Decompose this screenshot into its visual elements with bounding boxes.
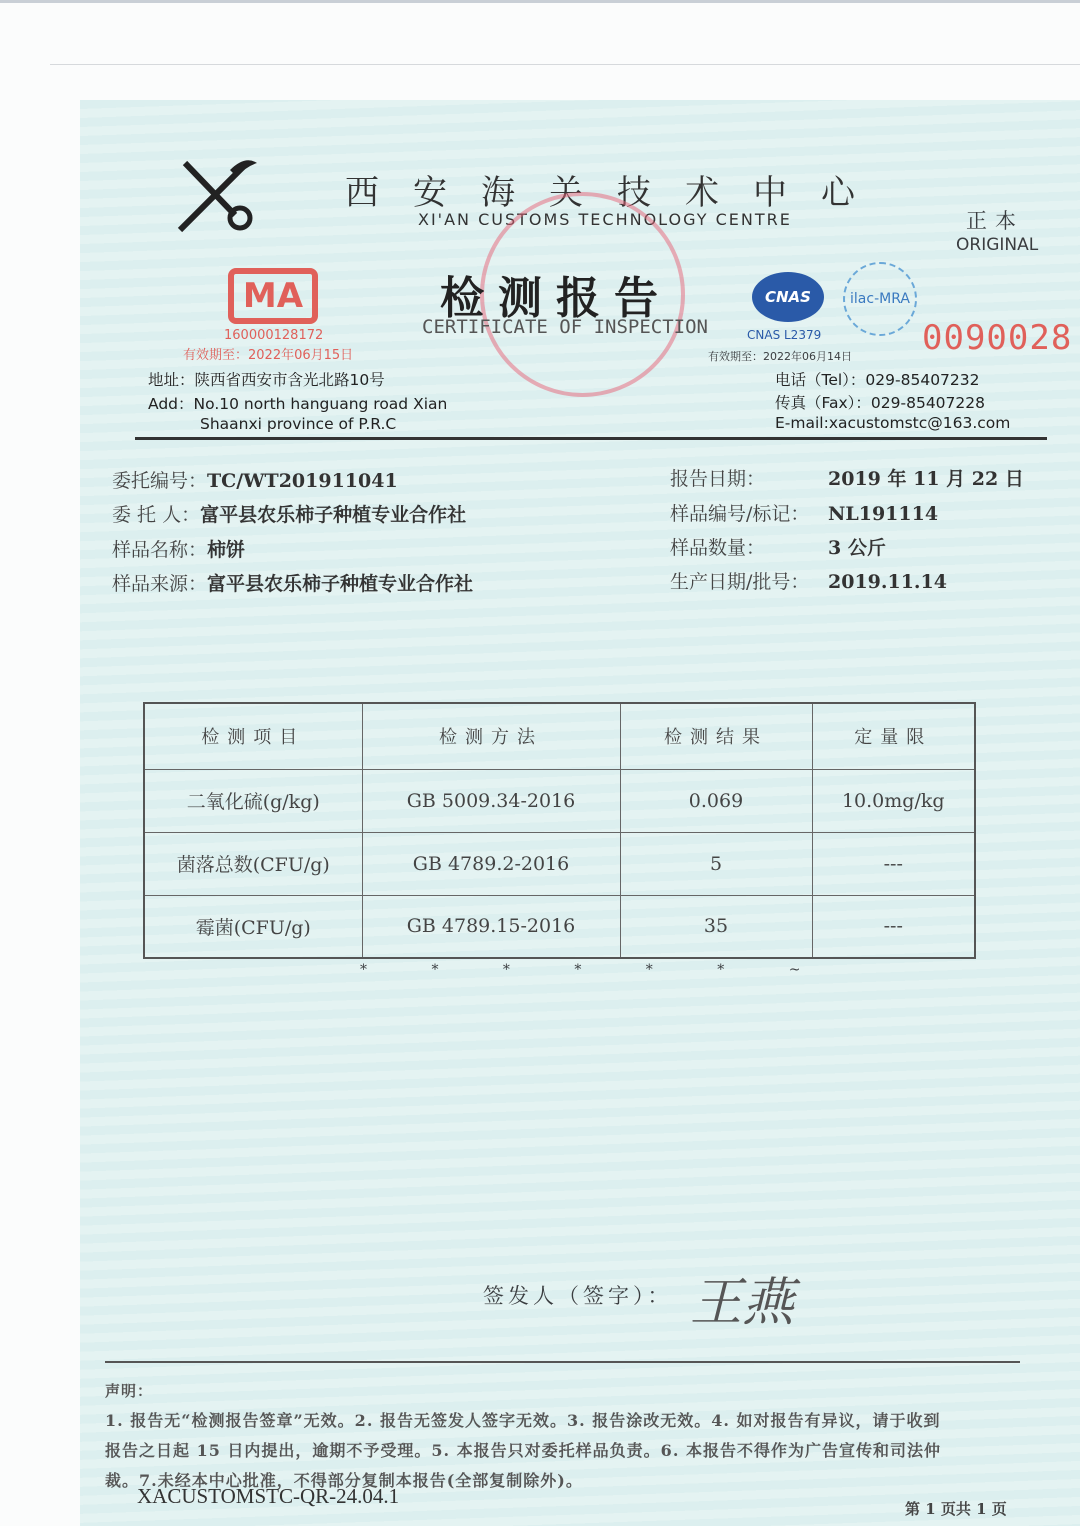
table-header-row (144, 703, 975, 769)
table-cell: --- (812, 895, 975, 958)
notes-title: 声明： (105, 1382, 154, 1400)
info-value: 富平县农乐柿子种植专业合作社 (200, 504, 467, 526)
address-en-1: Add：No.10 north hanguang road Xian (148, 395, 448, 413)
info-row (670, 533, 886, 560)
form-code: XACUSTOMSTC-QR-24.04.1 (137, 1484, 400, 1508)
original-label-cn: 正本 (966, 209, 1024, 233)
page-number: 第 1 页共 1 页 (905, 1500, 1007, 1518)
info-label: 生产日期/批号： (670, 571, 810, 593)
table-cell: GB 5009.34-2016 (362, 769, 620, 832)
cnas-number: CNAS L2379 (747, 328, 822, 342)
table-cell: 0.069 (620, 769, 812, 832)
info-value: 柿饼 (207, 539, 246, 561)
ilac-mra-logo: ilac-MRA (843, 262, 917, 336)
signer-label: 签发人（签字）： (483, 1284, 673, 1308)
cma-logo: MA (228, 268, 318, 324)
results-table (143, 702, 976, 959)
handwritten-signature: 王燕 (690, 1273, 795, 1333)
info-label: 样品编号/标记： (670, 503, 810, 525)
notes-line: 1. 报告无“检测报告签章”无效。2. 报告无签发人签字无效。3. 报告涂改无效。4. 如对报告有异议，请于收到 (105, 1411, 941, 1430)
info-label: 委托编号： (112, 470, 208, 492)
info-row (112, 466, 398, 493)
org-name-cn: 西安海关技术中心 (345, 173, 889, 213)
original-label-en: ORIGINAL (956, 235, 1039, 255)
table-row (144, 895, 975, 958)
serial-number: 0090028 (922, 318, 1073, 358)
table-cell: 二氧化硫(g/kg) (144, 769, 362, 832)
notes-line: 裁。7.未经本中心批准，不得部分复制本报告(全部复制除外)。 (105, 1471, 583, 1490)
org-name-en: XI'AN CUSTOMS TECHNOLOGY CENTRE (418, 210, 792, 229)
info-label: 报告日期： (670, 468, 766, 490)
table-cell: 35 (620, 895, 812, 958)
info-label: 样品名称： (112, 539, 208, 561)
info-row (112, 535, 245, 562)
info-value: 富平县农乐柿子种植专业合作社 (207, 573, 474, 595)
cnas-validity: 有效期至：2022年06月14日 (708, 350, 852, 363)
table-end-marks: * * * * * * ~ (360, 962, 801, 978)
table-row (144, 769, 975, 832)
cnas-logo: CNAS (752, 272, 824, 322)
email: E-mail:xacustomstc@163.com (775, 414, 1011, 432)
info-label: 样品数量： (670, 537, 766, 559)
info-row (670, 567, 947, 594)
table-cell: 5 (620, 832, 812, 895)
table-cell: --- (812, 832, 975, 895)
info-row (112, 500, 466, 527)
notes-line: 报告之日起 15 日内提出，逾期不予受理。5. 本报告只对委托样品负责。6. 本报告不得作为广告宣传和司法仲 (105, 1441, 941, 1460)
scan-edge-line (0, 0, 1080, 3)
document-title-en: CERTIFICATE OF INSPECTION (422, 316, 708, 338)
info-row (112, 569, 473, 596)
column-header: 检测项目 (144, 703, 362, 769)
info-row (670, 499, 938, 526)
table-cell: GB 4789.15-2016 (362, 895, 620, 958)
document-title-cn: 检测报告 (440, 273, 672, 324)
fax: 传真（Fax）：029-85407228 (775, 394, 985, 412)
header-divider (135, 437, 1047, 440)
info-label: 委 托 人： (112, 504, 201, 526)
footer-divider (105, 1361, 1020, 1363)
info-row (670, 464, 1024, 491)
cma-validity: 有效期至：2022年06月15日 (183, 348, 354, 363)
column-header: 检测方法 (362, 703, 620, 769)
info-value: 2019 年 11 月 22 日 (828, 468, 1024, 490)
info-value: 3 公斤 (828, 537, 886, 559)
telephone: 电话（Tel）：029-85407232 (775, 371, 980, 389)
table-row (144, 832, 975, 895)
address-en-2: Shaanxi province of P.R.C (200, 415, 397, 433)
column-header: 定量限 (812, 703, 975, 769)
info-value: TC/WT201911041 (207, 470, 398, 492)
table-cell: 霉菌(CFU/g) (144, 895, 362, 958)
info-value: 2019.11.14 (828, 571, 947, 593)
table-cell: 10.0mg/kg (812, 769, 975, 832)
info-value: NL191114 (828, 503, 939, 525)
cma-number: 160000128172 (224, 328, 324, 343)
table-cell: GB 4789.2-2016 (362, 832, 620, 895)
info-label: 样品来源： (112, 573, 208, 595)
column-header: 检测结果 (620, 703, 812, 769)
scan-edge-line (50, 64, 1080, 65)
table-cell: 菌落总数(CFU/g) (144, 832, 362, 895)
address-cn: 地址：陕西省西安市含光北路10号 (148, 371, 385, 389)
customs-emblem-icon (175, 155, 260, 235)
